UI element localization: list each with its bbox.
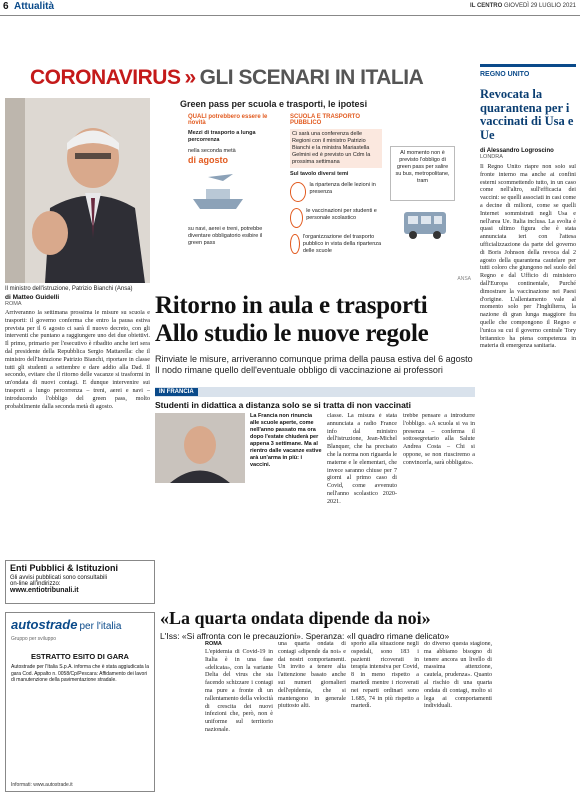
col2-list-title: Sul tavolo diversi temi [290,171,349,177]
main-headline [155,292,475,348]
list-item: l'organizzazione del trasporto pubblico in vista della ripartenza delle scuole [290,234,382,255]
page-number: 6 [3,1,9,12]
ad-title: ESTRATTO ESITO DI GARA [31,652,129,661]
minister-photo-illustration [5,98,150,283]
bus-illustration [400,204,450,244]
left-dateline: ROMA [5,301,22,307]
left-byline: di Matteo Guidelli [5,294,60,301]
infographic-title: Green pass per scuola e trasporti, le ipotesi [180,99,368,109]
left-article [5,294,150,560]
list-item: la ripartenza delle lezioni in presenza [290,182,382,202]
col2-title: SCUOLA E TRASPORTO PUBBLICO [290,114,361,126]
quarta-col1: L'epidemia di Covid-19 in Italia è in una fase «delicata», con la variante Delta del virus che sta facendo schizzare i contagi ma pure a fronte di un rallentamento della velocità di crescita dei nuovi infezioni che, però, non è uniforme sul territorio nazionale. [205,649,273,733]
france-tag: IN FRANCIA [155,388,198,396]
col2-text: Ci sarà una conferenza delle Regioni con il ministro Patrizio Bianchi e la ministra Mariastella Gelmini ed è previsto un Cdm la prossima settimana [290,129,382,168]
section-title: Attualità [14,1,54,12]
enti-title: Enti Pubblici & Istituzioni [10,563,118,573]
quarta-ondata-article [160,608,480,641]
uk-kicker: REGNO UNITO [480,71,530,78]
banner-arrows: » [184,66,196,89]
quarta-col2: una quarta ondata di contagi «dipende da noi» e dai nostri comportamenti. Un invito a tenere alta l'attenzione basato anche sui numeri giornalieri dell'epidemia, che si mantengono in generale piuttosto alti. [278,641,346,710]
uk-byline: di Alessandro Logroscino [480,148,554,154]
transport-icons [188,169,248,219]
col1-title: QUALI potrebbero essere le novità [188,114,268,126]
uk-dateline: LONDRA [480,154,503,160]
france-col2: classe. La misura è stata annunciata a radio France info dal ministro dell'istruzione, Jean-Michel Blanquer, che ha precisato che la norma non riguarda le materne e le elementari, che invece saranno chiuse per 7 giorni al primo caso di Covid, come avvenuto nell'anno scolastico 2020-2021. [327,413,397,505]
infographic-col1 [188,114,276,247]
masthead-date: IL CENTRO GIOVEDÌ 29 LUGLIO 2021 [470,3,576,9]
main-subheadline: Rinviate le misure, arriveranno comunque prima della pausa estiva del 6 agosto Il nodo rimane quello dell'eventuale obbligo di vaccinazione ai professori [155,354,473,375]
brand-tagline: Gruppo per sviluppo [11,636,57,642]
infographic-source: ANSA [457,276,471,282]
classroom-icon [290,182,306,202]
enti-pubblici-ad [5,560,155,604]
banner-keyword: CORONAVIRUS [30,66,181,89]
quarta-title: «La quarta ondata dipende da noi» [160,608,431,628]
uk-body: Il Regno Unito riapre non solo sul fronte interno ma anche ai confini esterni scommettendo tutto, in un caso come nell'altro, sull'efficacia dei vaccini: se quelli associati in casi come a decine di milioni, come se quelli Internet sommistrati negli Usa e nell'area Ue. Italia inclusa. La svolta è quasi ultimo figura che è stata annunciata ieri con l'attesa ufficializzazione da parte del governo di Boris Johnson della revoca dal 2 agosto della quarantena cautelare per tutti coloro che giungono nel suolo del Regno e dal Ufficio di ministero dall'Europa continentale, Purché dimostrare la vaccinazione nei Paesi d'origine. L'allentamento vale al momento solo per l'Inghilterra, la nazione di gran lunga maggiore fra quelle che compongono il Regno e l'unica su cui il governo centrale Tory britannico ha piena competenza in materia di emergenza sanitaria. [480,164,576,350]
france-col1: La Francia non rinuncia alle scuole aperte, come nell'anno passato ma ora dopo l'estate chiuderà per appena 3 settimane. Ma al rientro dalle vacanze estive arà un'arma in più: i vaccini. [250,413,322,468]
list-item: le vaccinazioni per studenti e personale scolastico [290,208,382,228]
blanquer-photo [155,413,245,483]
col3-text: Al momento non è previsto l'obbligo di green pass per salire su bus, metropolitane, tram [395,150,450,184]
syringe-icon [290,208,303,228]
col1-item: Mezzi di trasporto a lunga percorrenza [188,130,256,143]
quarta-col4: do diverso questa stagione, ma abbiamo bisogno di tenere ancora un livello di massima attenzione, cautela, prudenza». Quanto al rischio di una quarta ondata di contagi, molto si lega ai comportamenti individuali. [424,641,492,710]
uk-article [480,64,576,664]
enti-line2: on-line all'indirizzo: [10,581,61,587]
france-box [155,387,475,505]
ad-body: Autostrade per l'Italia S.p.A. informa che è stata aggiudicata la gara Cod. Appalto n. 0058/Cp/Pescara: Affidamento dei lavori di manutenzione della pavimentazione stradale. [11,664,149,683]
quarta-col3: sporto alla situazione negli ospedali, sono 183 i pazienti ricoverati in terapia intensiva per Covid, 8 in meno rispetto a martedì mentre i ricoverati nei reparti ordinari sono 1.685, 74 in più rispetto a martedì. [351,641,419,710]
col1-note: su navi, aerei e treni, potrebbe diventare obbligatorio esibire il green pass [188,226,263,246]
col1-date: di agosto [188,155,228,165]
infographic-col2 [290,114,382,255]
autostrade-ad [5,612,155,792]
enti-line1: Gli avvisi pubblicati sono consultabili [10,575,108,581]
banner-title: GLI SCENARI IN ITALIA [199,66,424,89]
coronavirus-banner [30,66,460,88]
minister-photo [5,98,150,283]
photo-caption: Il ministro dell'istruzione, Patrizio Bianchi (Ansa) [5,286,133,292]
brand-name: autostrade [11,617,78,632]
quarta-sub: L'Iss: «Si affronta con le precauzioni». Speranza: «Il quadro rimane delicato» [160,631,450,641]
headline-line2: Allo studio le nuove regole [155,320,429,347]
infographic-col3 [390,146,455,201]
bus-icon [290,234,300,254]
france-col3: trebbe pensare a introdurre l'obbligo. «A scuola si va in presenza – conferma il sottosegretario alla Salute Andrea Costa – Chi si oppone, se non riusciremo a convincerla, sarà obbligato». [403,413,475,466]
france-title: Studenti in didattica a distanza solo se si tratta di non vaccinati [155,400,411,410]
page-header [0,0,580,16]
ad-footer[interactable]: Informati: www.autostrade.it [11,782,73,788]
left-body: Arriveranno la settimana prossima le misure su scuola e trasporti: il governo conferma che entro la pausa estiva prevista per il 6 agosto ci sarà il nuovo decreto, con gli interventi che puntano a raggiungere uno dei due obiettivi. Il primo, primario per l'esecutivo è ribadito anche ieri sera dal presidente della Repubblica Sergio Mattarella: che il ministro dell'Istruzione Patrizio Bianchi, riportare in classe tutti gli studenti a settembre e dare addio alla Dad. Il secondo, evitare che il ritorno delle vacanze si trasformi in un'ondata di nuovi contagi. E dunque intervenire sui trasporti a lungo percorrenza – treni, aerei e navi – introducendo l'obbligo del green pass, molto probabilmente dalla seconda metà di agosto. [5,310,150,410]
uk-title: Revocata la quarantena per i vaccinati di Usa e Ue [480,87,574,142]
quarta-dateline: ROMA [205,641,222,647]
headline-line1: Ritorno in aula e trasporti [155,292,428,319]
col1-sub: nella seconda metà [188,148,236,154]
enti-url[interactable]: www.entiotribunali.it [10,587,79,594]
green-pass-infographic [150,96,473,286]
brand-name-2: per l'italia [79,621,122,632]
